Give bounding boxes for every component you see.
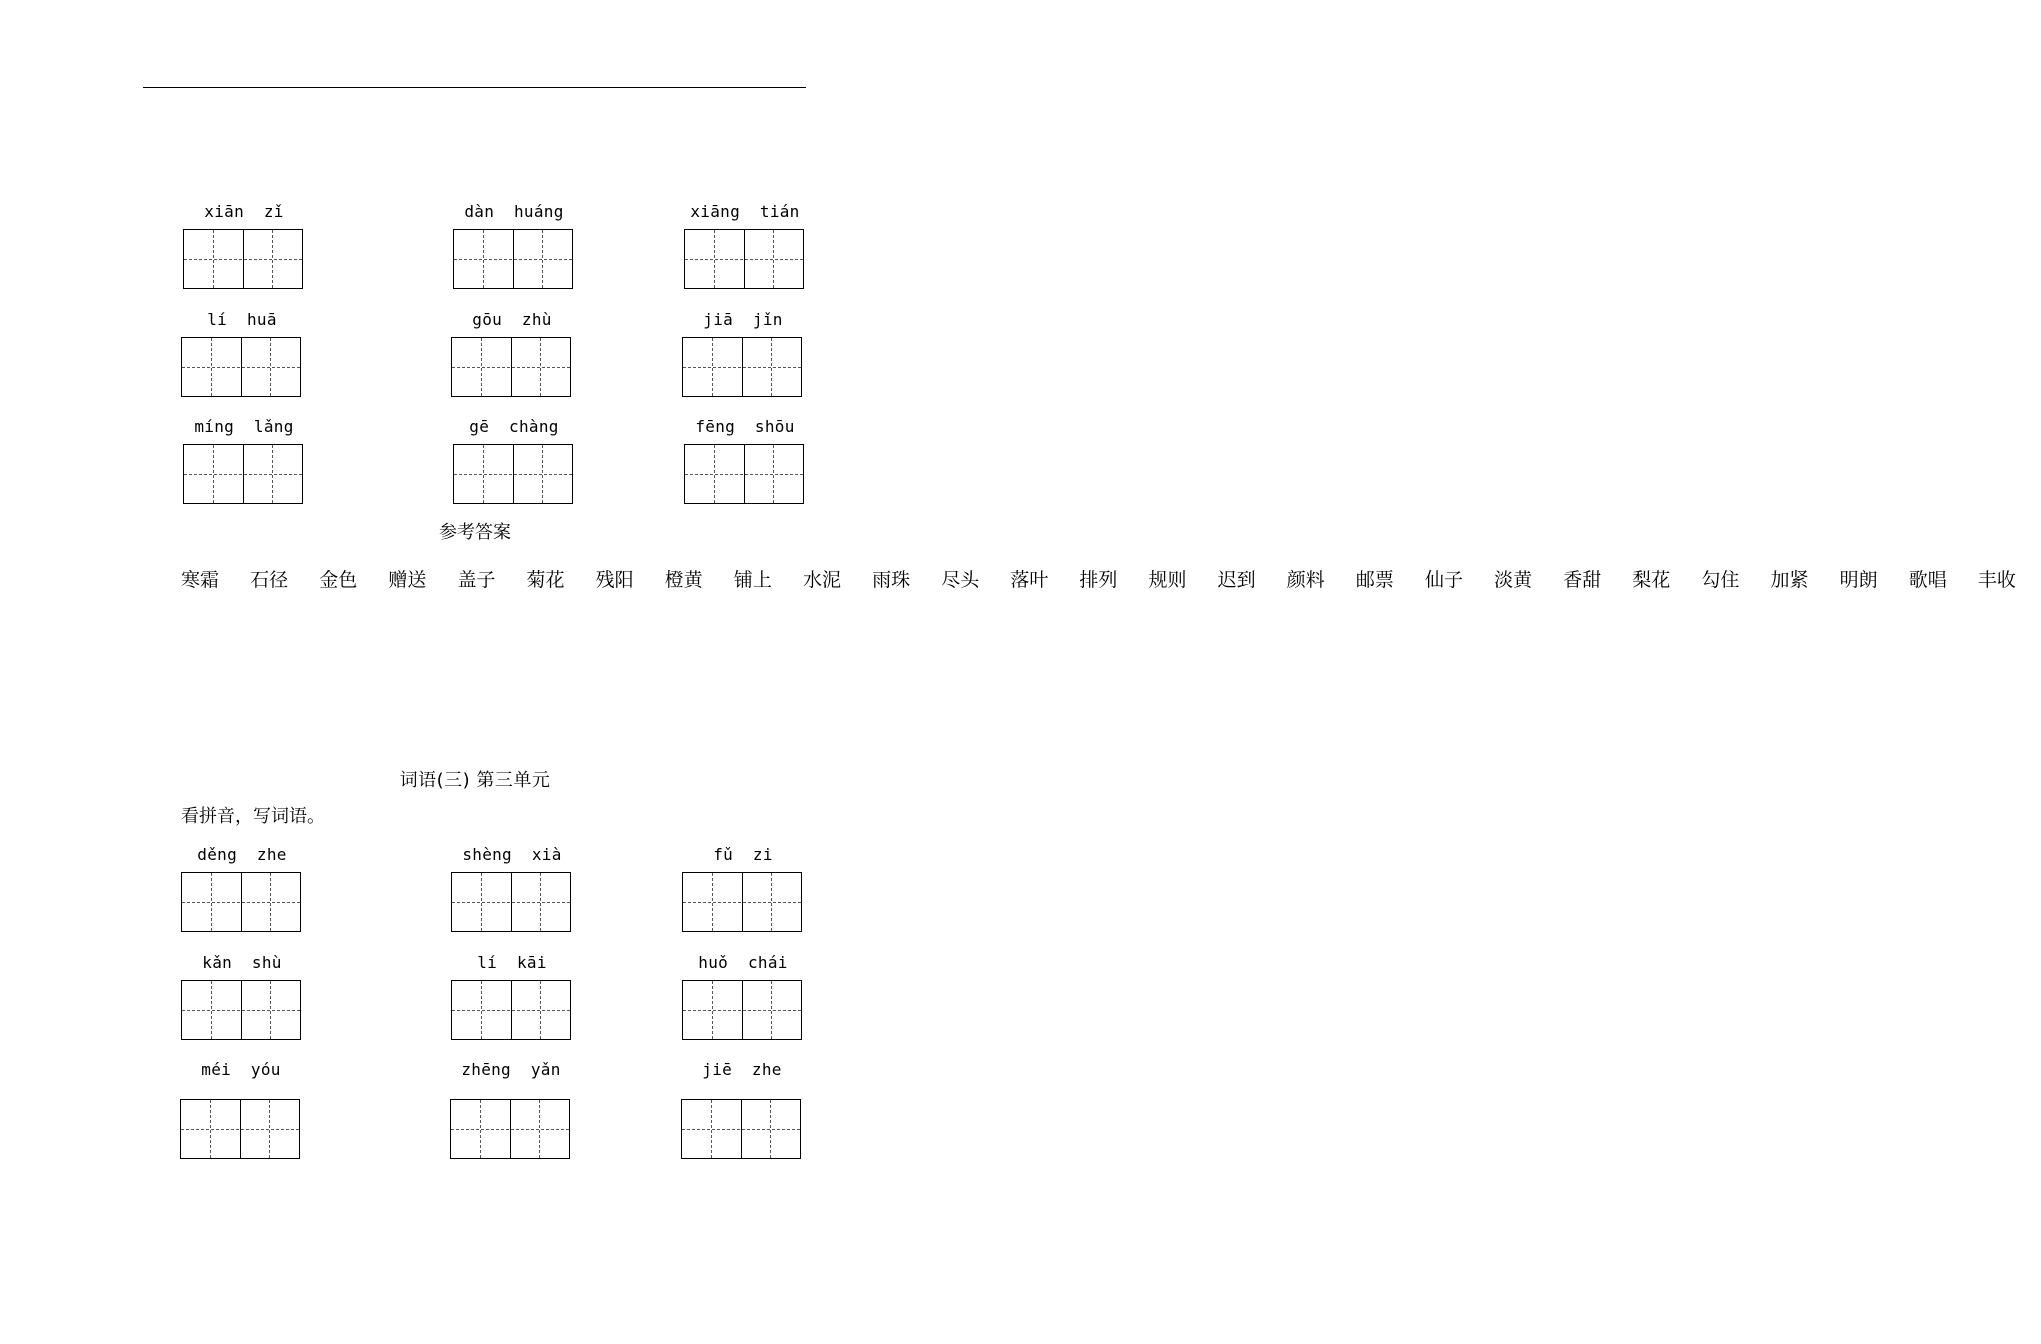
pinyin-label: fēng shōu [695, 417, 795, 436]
pinyin-label: lí huā [207, 310, 277, 329]
answer-word: 寒霜 [181, 569, 220, 591]
pinyin-label: jiē zhe [702, 1060, 782, 1079]
tianzige-writing-boxes[interactable] [181, 872, 301, 932]
tianzige-writing-boxes[interactable] [180, 1099, 300, 1159]
tianzige-writing-boxes[interactable] [451, 980, 571, 1040]
answer-word: 落叶 [1010, 569, 1049, 591]
answer-word: 雨珠 [872, 569, 911, 591]
pinyin-label: fǔ zi [713, 845, 773, 864]
pinyin-label: lí kāi [477, 953, 547, 972]
top-rule [143, 87, 806, 88]
pinyin-label: xiān zǐ [204, 202, 284, 221]
answer-word: 香甜 [1563, 569, 1602, 591]
answer-word: 盖子 [457, 569, 496, 591]
answer-word: 梨花 [1632, 569, 1671, 591]
pinyin-label: gē chàng [469, 417, 559, 436]
answer-word: 尽头 [941, 569, 980, 591]
pinyin-label: kǎn shù [202, 953, 282, 972]
answer-word: 勾住 [1701, 569, 1740, 591]
tianzige-writing-boxes[interactable] [682, 872, 802, 932]
tianzige-writing-boxes[interactable] [453, 444, 573, 504]
answer-word: 颜料 [1286, 569, 1325, 591]
pinyin-label: huǒ chái [698, 953, 788, 972]
tianzige-writing-boxes[interactable] [181, 337, 301, 397]
answer-key-words [143, 543, 2016, 618]
answer-word: 迟到 [1217, 569, 1256, 591]
tianzige-writing-boxes[interactable] [682, 980, 802, 1040]
pinyin-label: zhēng yǎn [461, 1060, 561, 1079]
pinyin-label: dàn huáng [464, 202, 564, 221]
answer-word: 加紧 [1770, 569, 1809, 591]
pinyin-label: xiāng tián [690, 202, 800, 221]
answer-word: 明朗 [1839, 569, 1878, 591]
answer-word: 排列 [1079, 569, 1118, 591]
answer-word: 歌唱 [1908, 569, 1947, 591]
tianzige-writing-boxes[interactable] [453, 229, 573, 289]
tianzige-writing-boxes[interactable] [450, 1099, 570, 1159]
answer-word: 水泥 [802, 569, 841, 591]
tianzige-writing-boxes[interactable] [684, 229, 804, 289]
answer-word: 石径 [250, 569, 289, 591]
answer-word: 规则 [1148, 569, 1187, 591]
tianzige-writing-boxes[interactable] [183, 444, 303, 504]
tianzige-writing-boxes[interactable] [183, 229, 303, 289]
section-title: 词语(三) 第三单元 [399, 770, 551, 791]
pinyin-label: míng lǎng [194, 417, 294, 436]
tianzige-writing-boxes[interactable] [451, 337, 571, 397]
tianzige-writing-boxes[interactable] [682, 337, 802, 397]
pinyin-label: jiā jǐn [703, 310, 783, 329]
answer-word: 邮票 [1355, 569, 1394, 591]
answer-word: 仙子 [1424, 569, 1463, 591]
answer-word: 赠送 [388, 569, 427, 591]
pinyin-label: gōu zhù [472, 310, 552, 329]
answer-word: 淡黄 [1494, 569, 1533, 591]
tianzige-writing-boxes[interactable] [681, 1099, 801, 1159]
answer-word: 铺上 [733, 569, 772, 591]
pinyin-label: méi yóu [201, 1060, 281, 1079]
tianzige-writing-boxes[interactable] [684, 444, 804, 504]
tianzige-writing-boxes[interactable] [451, 872, 571, 932]
answer-word: 残阳 [595, 569, 634, 591]
pinyin-label: děng zhe [197, 845, 287, 864]
tianzige-writing-boxes[interactable] [181, 980, 301, 1040]
answer-word: 金色 [319, 569, 358, 591]
instruction: 看拼音，写词语。 [181, 806, 325, 827]
pinyin-label: shèng xià [462, 845, 562, 864]
answer-word: 橙黄 [664, 569, 703, 591]
answer-word: 丰收 [1977, 569, 2016, 591]
answer-key-title: 参考答案 [439, 522, 511, 543]
answer-word: 菊花 [526, 569, 565, 591]
